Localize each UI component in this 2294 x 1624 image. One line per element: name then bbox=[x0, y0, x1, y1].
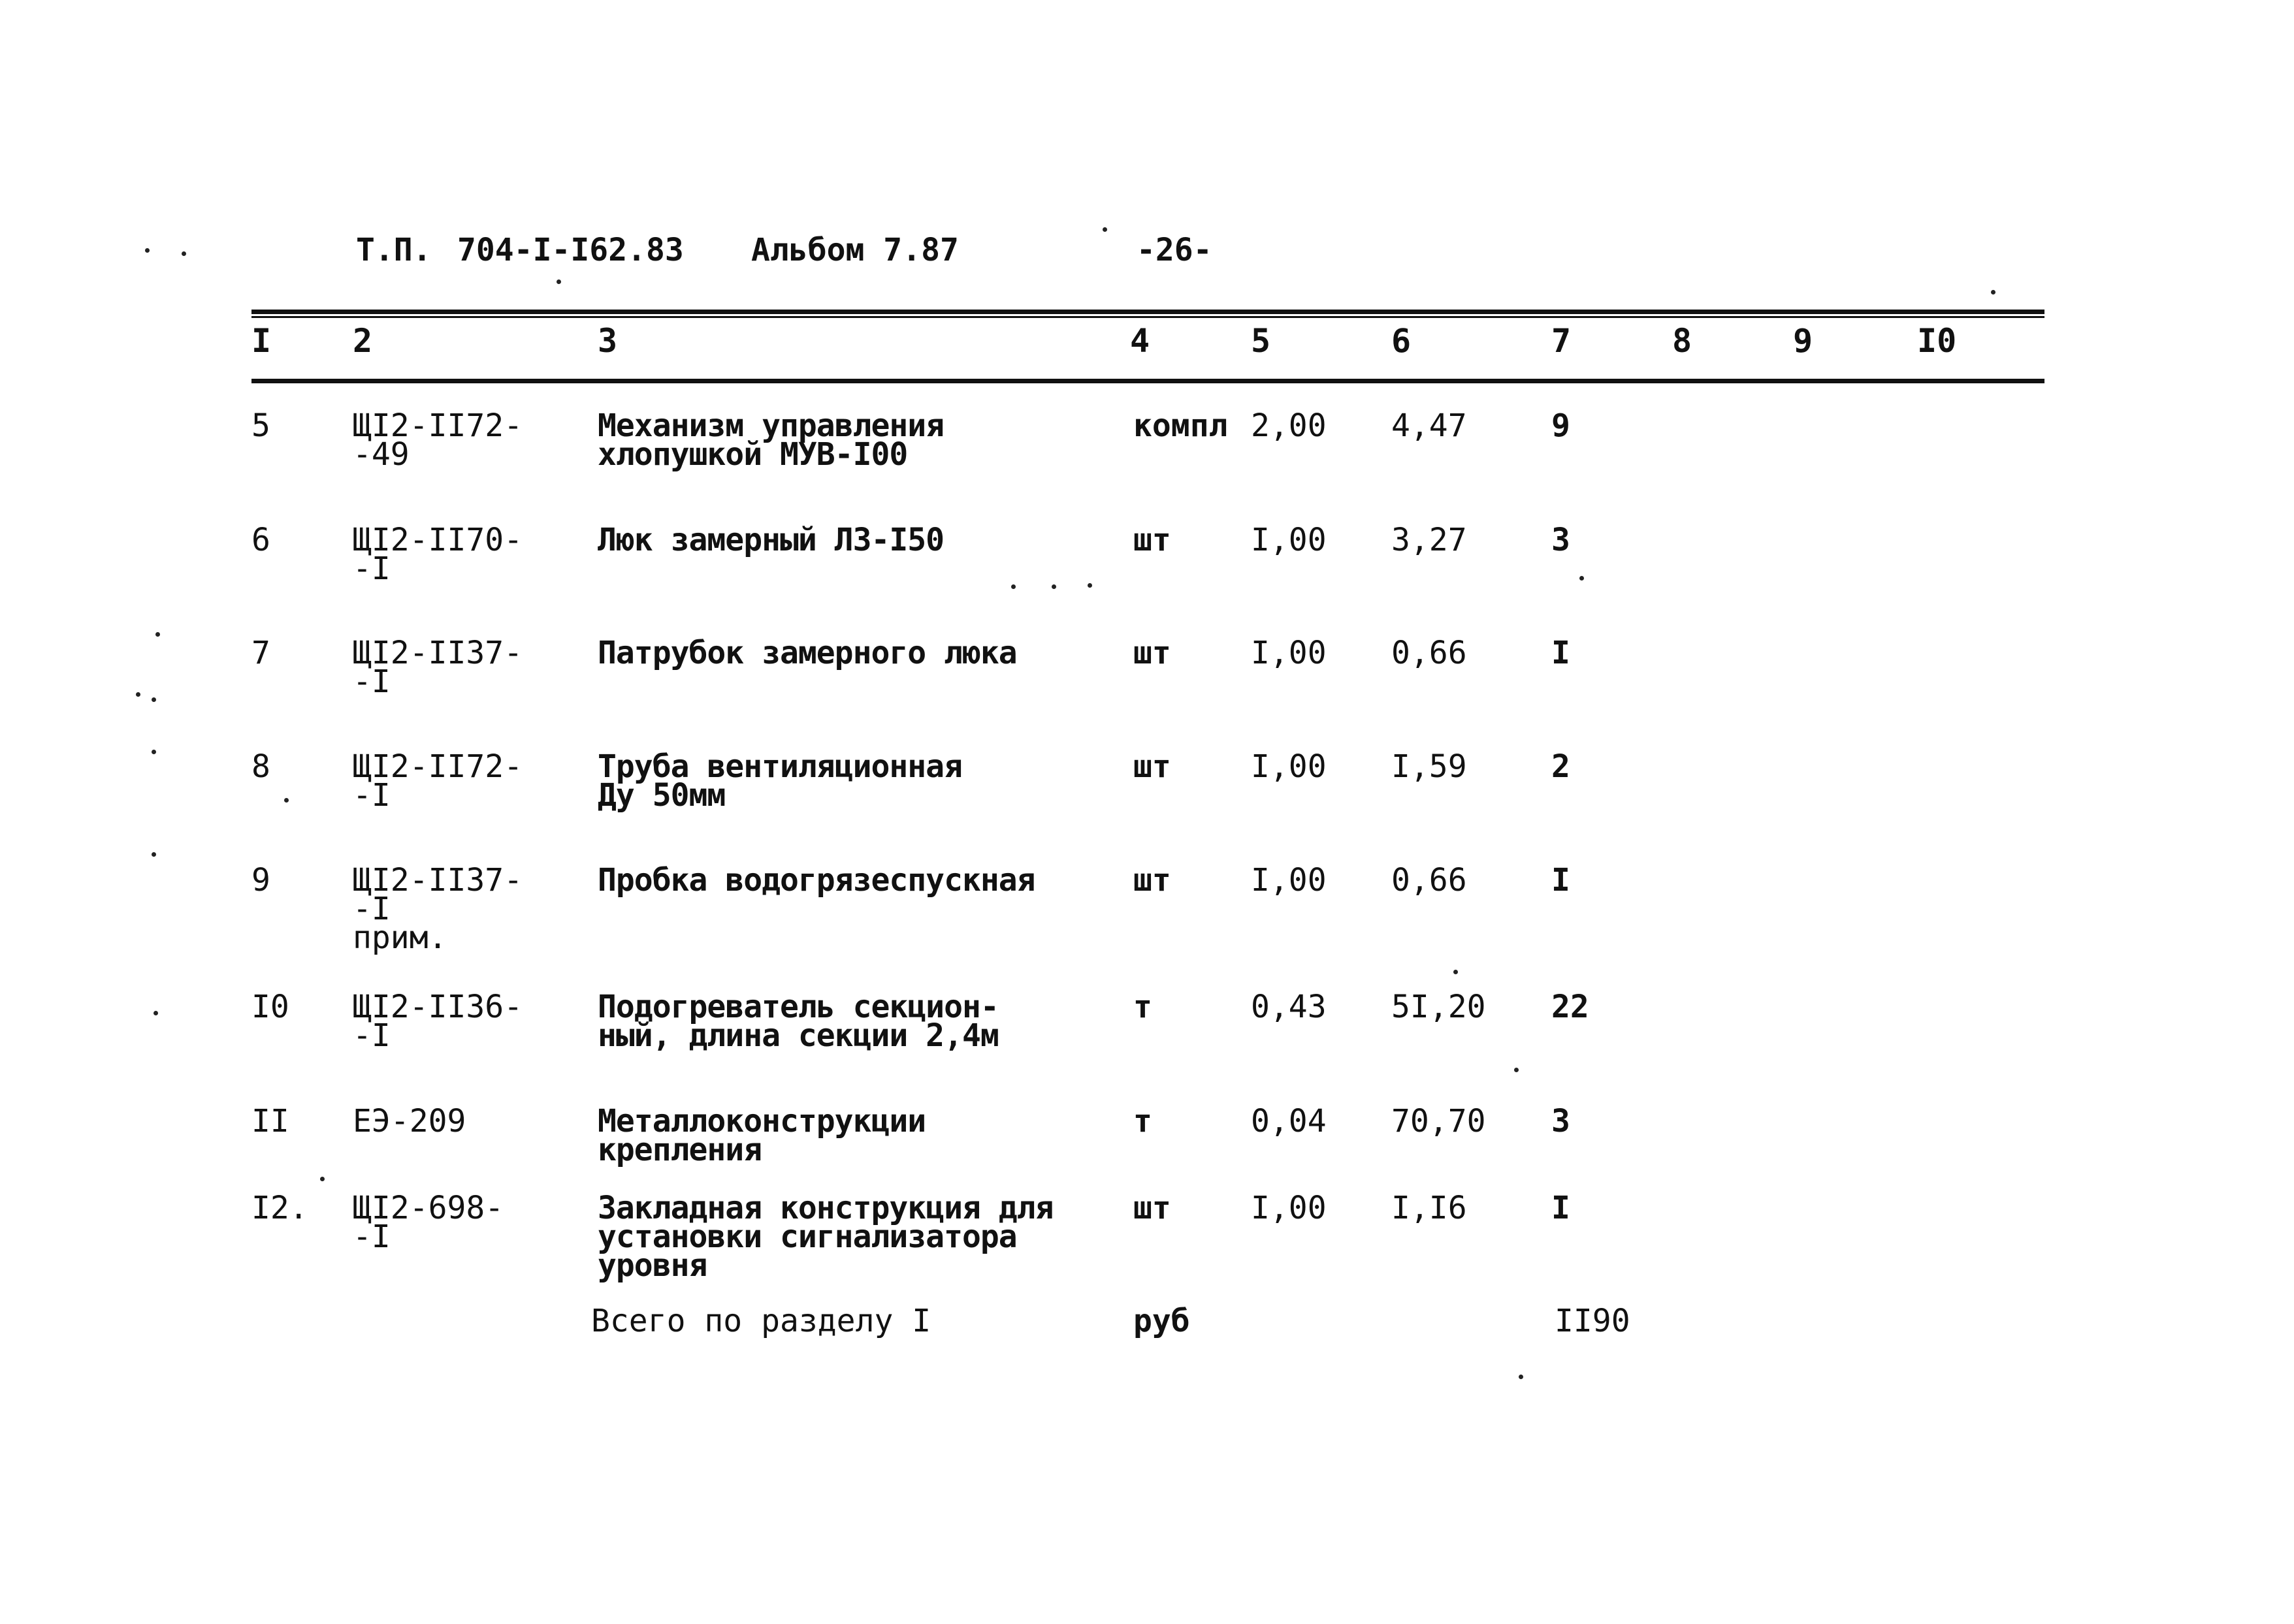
unit: шт bbox=[1133, 862, 1171, 899]
row-number: 9 bbox=[251, 862, 270, 899]
catalog-code: ЩI2-II72- -49 bbox=[353, 407, 523, 473]
unit-price: I,59 bbox=[1391, 748, 1467, 785]
quantity: 0,43 bbox=[1251, 989, 1327, 1025]
unit-price: 0,66 bbox=[1391, 862, 1467, 899]
unit: шт bbox=[1133, 635, 1171, 671]
catalog-code: ЕЭ-209 bbox=[353, 1103, 466, 1139]
item-name: Закладная конструкция для установки сигнализатора уровня bbox=[598, 1190, 1054, 1284]
quantity: I,00 bbox=[1251, 1190, 1327, 1226]
row-number: 5 bbox=[251, 407, 270, 444]
unit: т bbox=[1133, 989, 1152, 1025]
scan-speck bbox=[1453, 970, 1458, 974]
total-cost: 22 bbox=[1551, 989, 1589, 1025]
scan-speck bbox=[557, 279, 561, 284]
scan-speck bbox=[1514, 1068, 1519, 1072]
scan-speck bbox=[153, 1011, 158, 1015]
quantity: I,00 bbox=[1251, 862, 1327, 899]
item-name: Металлоконструкции крепления bbox=[598, 1103, 926, 1168]
table-top-rule-thin bbox=[251, 316, 2044, 318]
table-top-rule bbox=[251, 310, 2044, 314]
scan-speck bbox=[145, 248, 150, 253]
unit: шт bbox=[1133, 748, 1171, 785]
scan-speck bbox=[136, 692, 140, 697]
scan-speck bbox=[320, 1177, 325, 1181]
item-name: Патрубок замерного люка bbox=[598, 635, 1017, 671]
unit-price: 3,27 bbox=[1391, 522, 1467, 558]
project-code: 704-I-I62.83 bbox=[457, 232, 684, 268]
scan-speck bbox=[152, 852, 156, 857]
header-bottom-rule bbox=[251, 379, 2044, 383]
quantity: I,00 bbox=[1251, 522, 1327, 558]
scan-speck bbox=[1011, 584, 1016, 589]
column-number: 4 bbox=[1130, 322, 1150, 360]
total-cost: I bbox=[1551, 862, 1570, 899]
scan-speck bbox=[1088, 583, 1092, 588]
column-number: 7 bbox=[1551, 322, 1572, 360]
row-number: 8 bbox=[251, 748, 270, 785]
total-cost: 2 bbox=[1551, 748, 1570, 785]
row-number: 7 bbox=[251, 635, 270, 671]
column-number: 6 bbox=[1391, 322, 1412, 360]
unit-price: 0,66 bbox=[1391, 635, 1467, 671]
quantity: 2,00 bbox=[1251, 407, 1327, 444]
quantity: I,00 bbox=[1251, 748, 1327, 785]
scan-speck bbox=[1519, 1375, 1523, 1379]
scan-speck bbox=[155, 632, 160, 637]
column-number: 5 bbox=[1251, 322, 1271, 360]
catalog-code: ЩI2-II37- -I bbox=[353, 635, 523, 700]
total-cost: 3 bbox=[1551, 522, 1570, 558]
column-number: 3 bbox=[598, 322, 618, 360]
row-number: II bbox=[251, 1103, 289, 1139]
scan-speck bbox=[284, 798, 289, 803]
unit-price: 70,70 bbox=[1391, 1103, 1486, 1139]
scan-speck bbox=[1052, 584, 1056, 589]
quantity: 0,04 bbox=[1251, 1103, 1327, 1139]
item-name: Труба вентиляционная Ду 50мм bbox=[598, 748, 962, 814]
unit-price: 5I,20 bbox=[1391, 989, 1486, 1025]
row-number: I0 bbox=[251, 989, 289, 1025]
item-name: Пробка водогрязеспускная bbox=[598, 862, 1035, 899]
catalog-code: ЩI2-II37- -I прим. bbox=[353, 862, 523, 956]
item-name: Люк замерный ЛЗ-I50 bbox=[598, 522, 945, 558]
page-number: -26- bbox=[1137, 232, 1212, 268]
scan-speck bbox=[1991, 290, 1995, 295]
catalog-code: ЩI2-II70- -I bbox=[353, 522, 523, 587]
row-number: I2. bbox=[251, 1190, 308, 1226]
total-cost: I bbox=[1551, 635, 1570, 671]
column-number: I0 bbox=[1917, 322, 1957, 360]
section-total-label: Всего по разделу I bbox=[591, 1303, 931, 1339]
album-label: Альбом 7.87 bbox=[751, 232, 959, 268]
unit-price: 4,47 bbox=[1391, 407, 1467, 444]
scan-speck bbox=[152, 750, 156, 754]
total-cost: 3 bbox=[1551, 1103, 1570, 1139]
scan-speck bbox=[182, 251, 186, 256]
column-number: I bbox=[251, 322, 272, 360]
unit: компл bbox=[1133, 407, 1228, 444]
quantity: I,00 bbox=[1251, 635, 1327, 671]
doc-type: Т.П. bbox=[356, 232, 432, 268]
column-number: 2 bbox=[353, 322, 373, 360]
item-name: Подогреватель секцион- ный, длина секции 2,4м bbox=[598, 989, 999, 1054]
scan-speck bbox=[1579, 576, 1584, 581]
scan-speck bbox=[152, 697, 156, 702]
column-number: 8 bbox=[1672, 322, 1692, 360]
total-cost: I bbox=[1551, 1190, 1570, 1226]
catalog-code: ЩI2-698- -I bbox=[353, 1190, 504, 1255]
unit-price: I,I6 bbox=[1391, 1190, 1467, 1226]
section-total-unit: руб bbox=[1133, 1303, 1190, 1339]
item-name: Механизм управления хлопушкой МУВ-I00 bbox=[598, 407, 945, 473]
section-total-value: II90 bbox=[1555, 1303, 1630, 1339]
catalog-code: ЩI2-II72- -I bbox=[353, 748, 523, 814]
scan-speck bbox=[1103, 227, 1107, 232]
unit: шт bbox=[1133, 522, 1171, 558]
unit: т bbox=[1133, 1103, 1152, 1139]
unit: шт bbox=[1133, 1190, 1171, 1226]
total-cost: 9 bbox=[1551, 407, 1570, 444]
row-number: 6 bbox=[251, 522, 270, 558]
column-number: 9 bbox=[1793, 322, 1813, 360]
catalog-code: ЩI2-II36- -I bbox=[353, 989, 523, 1054]
